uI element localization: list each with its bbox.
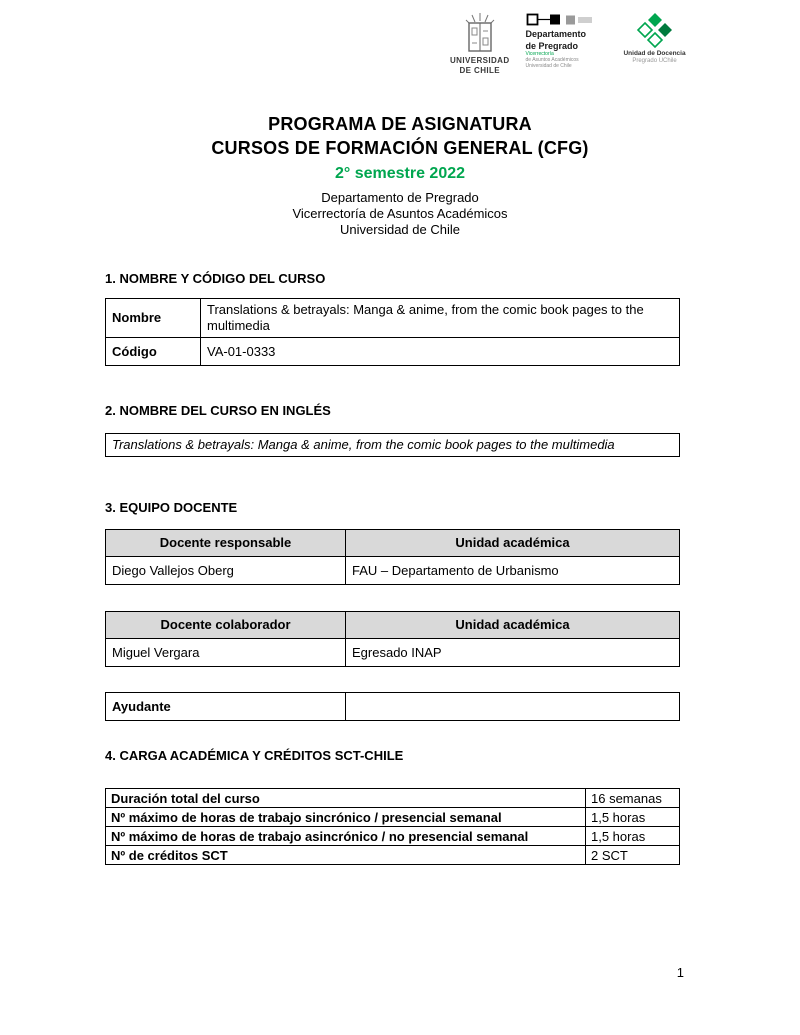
- docente-colaborador-unit-cell: Egresado INAP: [346, 639, 680, 667]
- docente-responsable-unit-cell: FAU – Departamento de Urbanismo: [346, 557, 680, 585]
- ayudante-label-cell: Ayudante: [106, 693, 346, 721]
- creditos-sct-label-cell: Nº de créditos SCT: [106, 846, 586, 865]
- pregrado-logo-subline2: de Asuntos Académicos: [525, 57, 579, 63]
- table-row: [106, 846, 680, 865]
- unidad-academica-header-cell: Unidad académica: [346, 612, 680, 639]
- duracion-value-cell: 16 semanas: [586, 789, 680, 808]
- pregrado-squares-icon: [526, 12, 596, 27]
- nombre-label-cell: Nombre: [106, 299, 201, 338]
- codigo-value-cell: VA-01-0333: [201, 338, 680, 366]
- uchile-logo-text-line2: DE CHILE: [459, 66, 501, 75]
- pregrado-logo-title-line2: de Pregrado: [525, 41, 579, 51]
- codigo-label-cell: Código: [106, 338, 201, 366]
- unidad-academica-header-cell: Unidad académica: [346, 530, 680, 557]
- docente-colaborador-table: [105, 611, 680, 667]
- department-line: Departamento de Pregrado: [321, 190, 479, 205]
- creditos-sct-value-cell: 2 SCT: [586, 846, 680, 865]
- uchile-logo-text-line1: UNIVERSIDAD: [450, 56, 510, 65]
- pregrado-logo: [526, 12, 604, 69]
- document-title-line2: CURSOS DE FORMACIÓN GENERAL (CFG): [211, 138, 589, 158]
- section-2-heading: 2. NOMBRE DEL CURSO EN INGLÉS: [105, 403, 331, 418]
- docencia-diamonds-icon: [634, 12, 676, 48]
- ayudante-table: [105, 692, 680, 721]
- english-name-cell: Translations & betrayals: Manga & anime, from the comic book pages to the multimedia: [106, 434, 680, 457]
- horas-asincronico-value-cell: 1,5 horas: [586, 827, 680, 846]
- horas-sincronico-value-cell: 1,5 horas: [586, 808, 680, 827]
- course-name-code-table: [105, 298, 680, 366]
- table-row: [106, 808, 680, 827]
- docencia-logo-line2: Pregrado UChile: [632, 58, 677, 64]
- pregrado-logo-subline1: Vicerrectoría: [525, 51, 554, 57]
- table-row: [106, 557, 680, 585]
- docencia-logo: [620, 12, 690, 65]
- ayudante-value-cell: [346, 693, 680, 721]
- duracion-label-cell: Duración total del curso: [106, 789, 586, 808]
- horas-sincronico-label-cell: Nº máximo de horas de trabajo sincrónico / presencial semanal: [106, 808, 586, 827]
- pregrado-logo-subline3: Universidad de Chile: [525, 63, 572, 69]
- english-name-table: [105, 433, 680, 457]
- pregrado-logo-title-line1: Departamento: [525, 29, 587, 39]
- table-header-row: [106, 530, 680, 557]
- table-row: [106, 693, 680, 721]
- docencia-logo-line1: Unidad de Docencia: [623, 50, 686, 57]
- table-row: [106, 434, 680, 457]
- uchile-crest-icon: [462, 12, 498, 56]
- docente-responsable-header-cell: Docente responsable: [106, 530, 346, 557]
- table-row: [106, 827, 680, 846]
- docente-responsable-table: [105, 529, 680, 585]
- section-1-heading: 1. NOMBRE Y CÓDIGO DEL CURSO: [105, 271, 326, 286]
- header-logos: [450, 12, 690, 76]
- docente-colaborador-header-cell: Docente colaborador: [106, 612, 346, 639]
- nombre-value-cell: Translations & betrayals: Manga & anime, from the comic book pages to the multimedia: [201, 299, 680, 338]
- section-3-heading: 3. EQUIPO DOCENTE: [105, 500, 238, 515]
- table-row: [106, 639, 680, 667]
- carga-academica-table: [105, 788, 680, 865]
- university-line: Universidad de Chile: [340, 222, 460, 237]
- table-row: [106, 789, 680, 808]
- uchile-logo: [450, 12, 510, 76]
- section-4-heading: 4. CARGA ACADÉMICA Y CRÉDITOS SCT-CHILE: [105, 748, 404, 763]
- document-content: [105, 271, 680, 865]
- page-number: 1: [676, 965, 684, 980]
- table-row: [106, 338, 680, 366]
- semester-subtitle: 2° semestre 2022: [334, 165, 466, 182]
- vicerrectoria-line: Vicerrectoría de Asuntos Académicos: [292, 206, 508, 221]
- docente-responsable-name-cell: Diego Vallejos Oberg: [106, 557, 346, 585]
- table-header-row: [106, 612, 680, 639]
- horas-asincronico-label-cell: Nº máximo de horas de trabajo asincrónico / no presencial semanal: [106, 827, 586, 846]
- document-title-line1: PROGRAMA DE ASIGNATURA: [268, 114, 532, 134]
- docente-colaborador-name-cell: Miguel Vergara: [106, 639, 346, 667]
- table-row: [106, 299, 680, 338]
